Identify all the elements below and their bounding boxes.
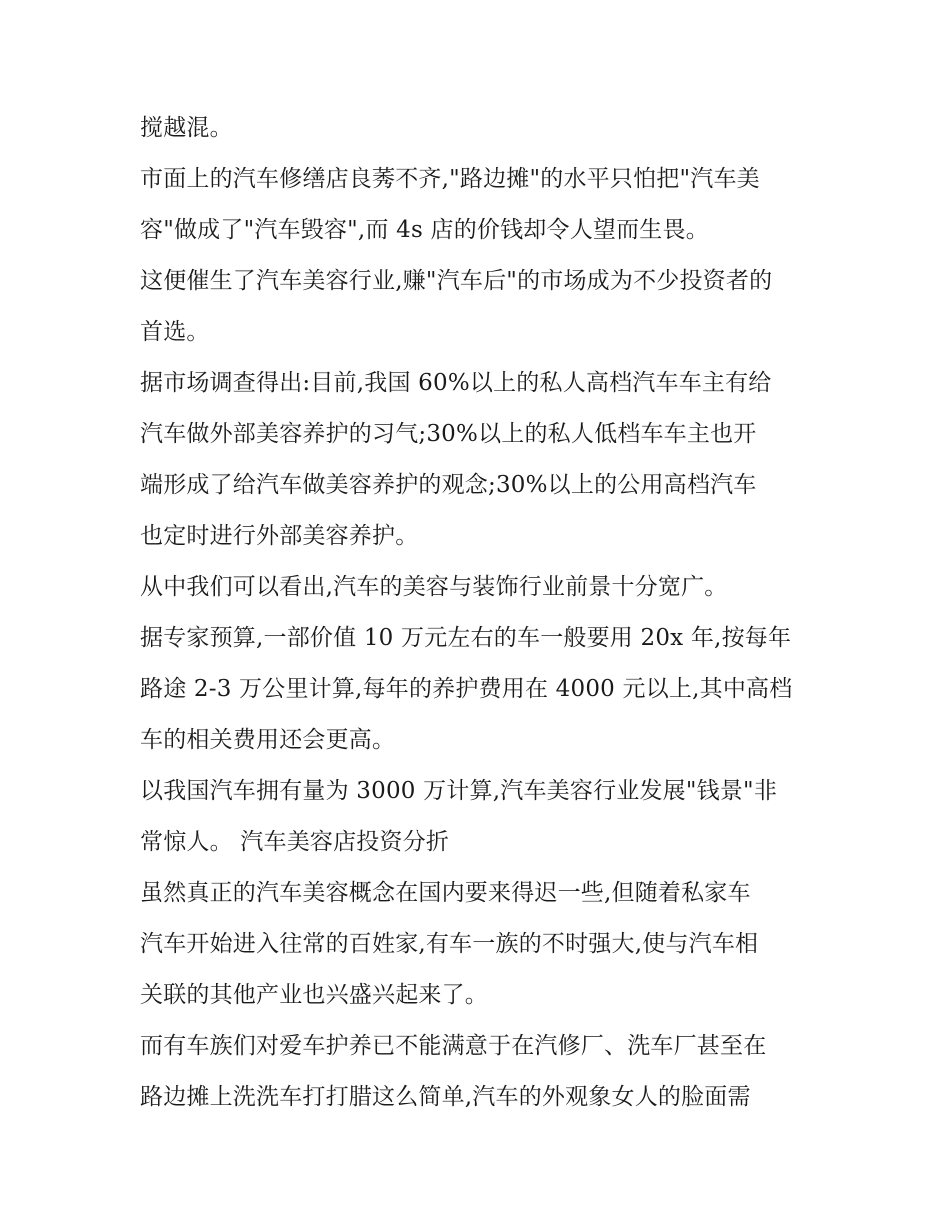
text-line: 路边摊上洗洗车打打腊这么简单,汽车的外观象女人的脸面需 (140, 1084, 751, 1110)
text-line: 这便催生了汽车美容行业,赚"汽车后"的市场成为不少投资者的 (140, 268, 773, 294)
text-line: 汽车做外部美容养护的习气;30%以上的私人低档车车主也开 (140, 421, 757, 447)
text-line: 而有车族们对爱车护养已不能满意于在汽修厂、洗车厂甚至在 (140, 1033, 767, 1059)
text-line: 常惊人。 汽车美容店投资分折 (140, 829, 450, 855)
text-line: 以我国汽车拥有量为 3000 万计算,汽车美容行业发展"钱景"非 (140, 778, 778, 804)
text-line: 也定时进行外部美容养护。 (140, 523, 419, 549)
text-line: 首选。 (140, 319, 210, 345)
document-body (140, 103, 820, 1123)
text-line: 汽车开始进入往常的百姓家,有车一族的不时强大,使与汽车相 (140, 931, 759, 957)
text-line: 据市场调查得出:目前,我国 60%以上的私人高档汽车车主有给 (140, 370, 772, 396)
text-line: 据专家预算,一部价值 10 万元左右的车一般要用 20x 年,按每年 (140, 625, 792, 651)
text-line: 车的相关费用还会更高。 (140, 727, 396, 753)
text-line: 搅越混。 (140, 115, 233, 141)
text-line: 市面上的汽车修缮店良莠不齐,"路边摊"的水平只怕把"汽车美 (140, 166, 760, 192)
text-line: 端形成了给汽车做美容养护的观念;30%以上的公用高档汽车 (140, 472, 757, 498)
text-line: 关联的其他产业也兴盛兴起来了。 (140, 982, 488, 1008)
text-line: 路途 2-3 万公里计算,每年的养护费用在 4000 元以上,其中高档 (140, 676, 793, 702)
text-line: 容"做成了"汽车毁容",而 4s 店的价钱却令人望而生畏。 (140, 217, 709, 243)
text-line: 虽然真正的汽车美容概念在国内要来得迟一些,但随着私家车 (140, 880, 751, 906)
text-line: 从中我们可以看出,汽车的美容与装饰行业前景十分宽广。 (140, 574, 728, 600)
